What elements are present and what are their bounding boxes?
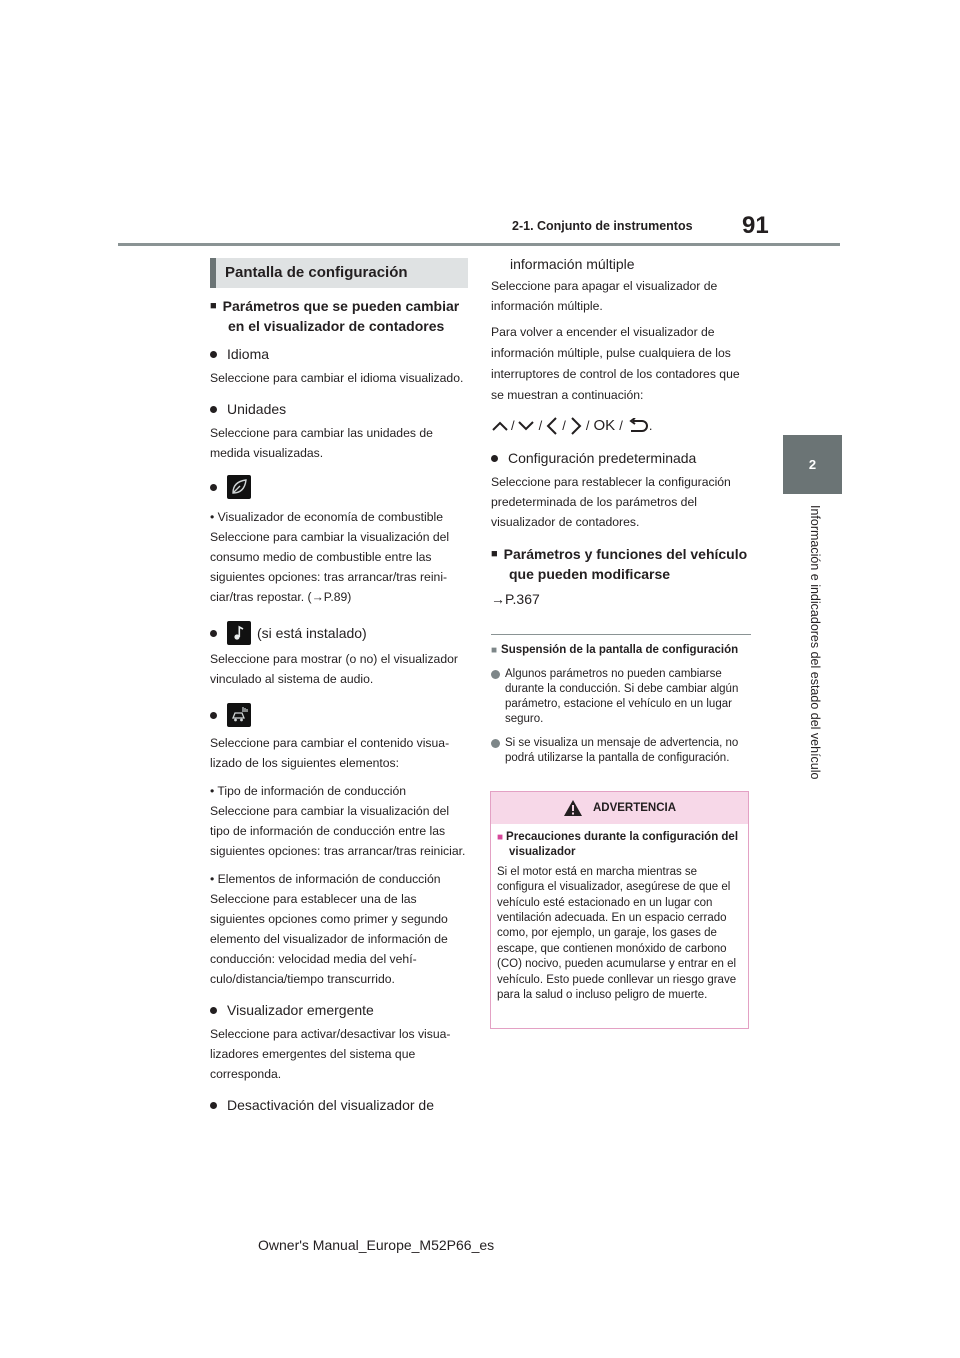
audio-text: Seleccione para mostrar (o no) el visualizador vinculado al sistema de audio. [210,652,458,686]
warning-text: Si el motor está en marcha mientras se configura el visualizador, asegúrese de que el vehículo esté estacionado en un lugar con ventilación adecuada. En un espacio cerrado como, por ejemplo, un garaje, los gases de escape, que contienen monóxido de carbono (CO) nocivo, pueden acumularse y entrar en el vehículo. Esto puede conllevar un riesgo grave para la salud o incluso peligro de muerte. [497,865,737,1002]
bullet-icon [210,484,217,491]
ok-switch-label: OK [593,417,616,435]
bullet-icon [491,455,498,462]
item-popup: Visualizador emergente [210,1000,468,1020]
drive-bullet-1: • Tipo de información de conducción [210,784,406,798]
bullet-icon [210,406,217,413]
popup-text: Seleccione para activar/desactivar los visualizadores emergentes del sistema que corresponda. [210,1027,451,1081]
bullet-icon [210,1102,217,1109]
idioma-text: Seleccione para cambiar el idioma visualizado. [210,371,464,385]
footer-doc-id: Owner's Manual_Europe_M52P66_es [258,1237,495,1253]
bullet-icon [210,712,217,719]
note-heading: ■ Suspensión de la pantalla de configuración [491,643,739,656]
item-idioma: Idioma [210,344,468,364]
item-deactivate: Desactivación del visualizador de [210,1095,468,1115]
section-header: 2-1. Conjunto de instrumentos [512,219,693,233]
deactivate-text-2: Para volver a encender el visualizador de información múltiple, pulse cualquiera de los interruptores de control de los contadores que se muestran a continuación: [491,325,740,402]
item-drive-info [210,703,468,727]
warning-body [491,824,748,1003]
subheading-meter-params: ■ Parámetros que se pueden cambiar en el visualizador de contadores [210,298,460,334]
bullet-icon [210,630,217,637]
square-bullet-icon: ■ [497,832,504,843]
item-unidades: Unidades [210,399,468,419]
bullet-icon [210,1007,217,1014]
square-bullet-icon: ■ [491,644,498,656]
preset-text: Seleccione para restablecer la configuración predeterminada de los parámetros del visualizador de contadores. [491,475,731,529]
warning-triangle-icon [563,799,583,817]
chevron-up-icon [491,419,509,433]
section-title: Pantalla de configuración [210,258,468,288]
back-arrow-icon [627,418,649,434]
warning-header: ADVERTENCIA [491,792,748,824]
header-rule [118,243,840,246]
drive-text: Seleccione para cambiar el contenido visualizado de los siguientes elementos: [210,736,450,770]
warning-heading: ■ Precauciones durante la configuración del visualizador [497,831,739,859]
warning-box [490,791,749,1029]
page-number: 91 [742,212,769,239]
unidades-text: Seleccione para cambiar las unidades de medida visualizadas. [210,426,433,460]
deactivate-text-1: Seleccione para apagar el visualizador de información múltiple. [491,279,718,313]
circle-bullet-icon [491,670,500,679]
note-rule [491,634,751,635]
eco-leaf-icon [227,475,251,499]
item-audio: (si está instalado) [210,621,468,645]
eco-bullet: • Visualizador de economía de combustible [210,510,444,524]
chapter-tab: 2 [783,435,842,494]
square-bullet-icon: ■ [491,548,498,560]
music-note-icon [227,621,251,645]
left-column [210,258,468,1119]
drive-bullet-2-text: Seleccione para establecer una de las siguientes opciones como primer y segundo elemento del visualizador de información de conducción: velocidad media del vehículo/distancia/tiempo transcurrido. [210,892,448,986]
note-item-1: Algunos parámetros no pueden cambiarse durante la conducción. Si debe cambiar algún parámetro, estacione el vehículo en un lugar seguro. [491,667,751,727]
control-switches: / / / / OK / . [491,416,751,436]
page-reference: →P.367 [491,591,540,607]
bullet-icon [210,351,217,358]
right-column [491,254,751,766]
drive-bullet-1-text: Seleccione para cambiar la visualización del tipo de información de conducción entre las siguientes opciones: tras arrancar/tras reiniciar. [210,804,466,858]
item-eco [210,475,468,499]
drive-info-icon [227,703,251,727]
item-preset: Configuración predeterminada [491,448,751,468]
note-item-2: Si se visualiza un mensaje de advertencia, no podrá utilizarse la pantalla de configuración. [491,736,751,766]
square-bullet-icon: ■ [210,300,217,312]
chapter-side-label: Información e indicadores del estado del vehículo [808,505,822,780]
chevron-right-icon [570,416,582,436]
eco-text: Seleccione para cambiar la visualización del consumo medio de combustible entre las siguientes opciones: tras arrancar/tras reiniciar/tras repostar. (→P.89) [210,530,450,604]
deactivate-continued: información múltiple [510,256,635,272]
subheading-vehicle-params: ■ Parámetros y funciones del vehículo que pueden modificarse [491,546,748,582]
chevron-left-icon [546,416,558,436]
drive-bullet-2: • Elementos de información de conducción [210,872,441,886]
circle-bullet-icon [491,739,500,748]
chevron-down-icon [517,419,535,433]
